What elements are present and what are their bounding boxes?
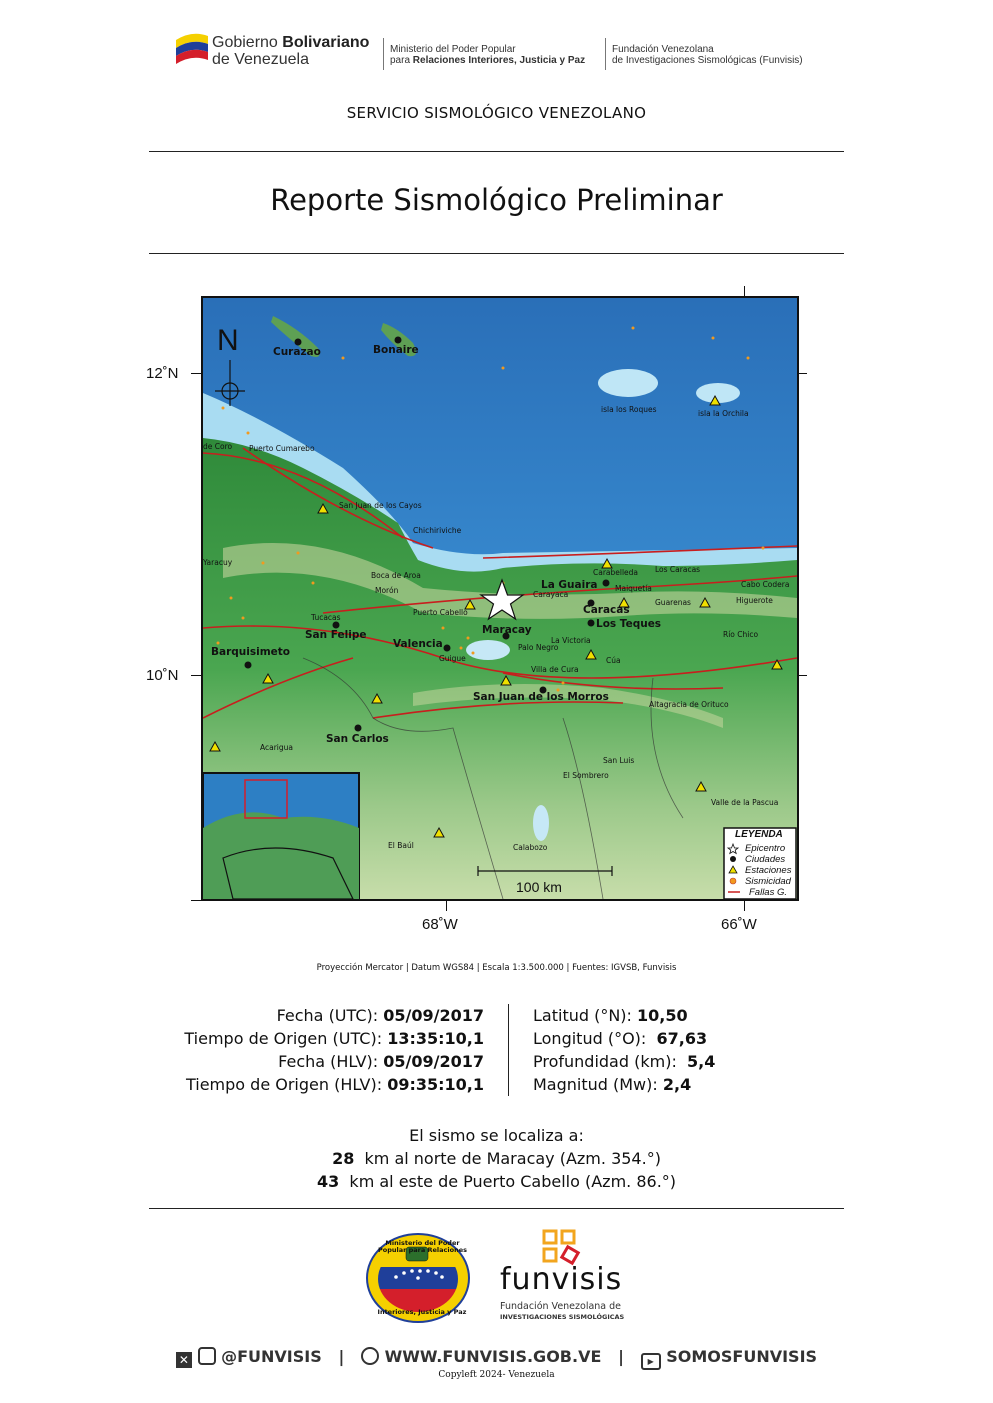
website-link[interactable]: WWW.FUNVISIS.GOB.VE <box>384 1347 602 1366</box>
legend-stations: Estaciones <box>745 865 792 876</box>
place-label: El Baúl <box>388 841 414 850</box>
tick-mark <box>191 900 201 901</box>
place-label: Calabozo <box>513 843 548 852</box>
social-handle[interactable]: @FUNVISIS <box>221 1347 322 1366</box>
place-label: Higuerote <box>736 596 773 605</box>
copyleft: Copyleft 2024- Venezuela <box>438 1370 555 1380</box>
place-label: Yaracuy <box>203 558 233 567</box>
latitude-row: Latitud (°N): 10,50 <box>533 1006 688 1025</box>
date-hlv-row: Fecha (HLV): 05/09/2017 <box>278 1052 484 1071</box>
city-label: Valencia <box>393 638 443 650</box>
place-label: El Sombrero <box>563 771 609 780</box>
web-icon <box>361 1347 379 1365</box>
place-label: Río Chico <box>723 630 759 639</box>
island-label: Curazao <box>273 346 321 358</box>
page-title: Reporte Sismológico Preliminar <box>270 183 723 217</box>
tick-mark <box>799 373 807 374</box>
place-label: Altagracia de Orituco <box>649 700 729 709</box>
header-divider <box>383 38 384 70</box>
tick-mark <box>446 901 447 911</box>
place-label: de Coro <box>203 442 233 451</box>
place-label: Los Caracas <box>655 565 701 574</box>
city-label: San Carlos <box>326 733 389 745</box>
place-label: Cabo Codera <box>741 580 790 589</box>
city-label: La Guaira <box>541 579 598 591</box>
place-label: Palo Negro <box>518 643 559 652</box>
divider <box>149 253 844 254</box>
gov-logo <box>174 28 210 66</box>
longitude-row: Longitud (°O): 67,63 <box>533 1029 708 1048</box>
island-label: Bonaire <box>373 344 419 356</box>
legend-title: LEYENDA <box>735 829 783 840</box>
funvisis-sub1: Fundación Venezolana de <box>500 1301 622 1312</box>
ministry-name: Ministerio del Poder Popular para Relaciones Interiores, Justicia y Paz <box>390 44 586 66</box>
place-label: Guarenas <box>655 598 691 607</box>
tick-mark <box>799 675 807 676</box>
seismic-map <box>201 296 799 901</box>
footer-links: ✕ @FUNVISIS | WWW.FUNVISIS.GOB.VE | ▶ SOMOSFUNVISIS <box>0 1347 993 1370</box>
location-intro: El sismo se localiza a: <box>409 1126 584 1145</box>
north-label: N <box>217 324 239 357</box>
tick-mark <box>744 901 745 911</box>
place-label: Tucacas <box>311 613 341 622</box>
tick-mark <box>191 675 201 676</box>
seal-ring-top: Ministerio del Poder Popular para Relaciones <box>378 1239 467 1254</box>
funvisis-wordmark: funvisis <box>500 1262 623 1297</box>
service-name: SERVICIO SISMOLÓGICO VENEZOLANO <box>346 104 647 122</box>
divider <box>149 151 844 152</box>
youtube-icon[interactable]: ▶ <box>641 1353 661 1370</box>
tick-mark <box>191 373 201 374</box>
city-label: San Juan de los Morros <box>473 691 609 703</box>
tick-mark <box>744 286 745 296</box>
place-label: Valle de la Pascua <box>711 798 779 807</box>
divider <box>149 1208 844 1209</box>
location-line: 43 km al este de Puerto Cabello (Azm. 86.°) <box>316 1172 677 1191</box>
date-utc-row: Fecha (UTC): 05/09/2017 <box>276 1006 484 1025</box>
legend-faults: Fallas G. <box>749 887 788 898</box>
place-label: Carayaca <box>533 590 569 599</box>
city-label: Caracas <box>583 604 630 616</box>
instagram-icon[interactable] <box>198 1347 216 1365</box>
place-label: San Juan de los Cayos <box>339 501 422 510</box>
city-label: Maracay <box>482 624 532 636</box>
legend-seismicity: Sismicidad <box>745 876 791 887</box>
funvisis-sub2: INVESTIGACIONES SISMOLÓGICAS <box>500 1313 625 1321</box>
map-svg <box>203 298 797 899</box>
lat-tick-12: 12˚N <box>146 365 179 382</box>
place-label: La Victoria <box>551 636 591 645</box>
island-label: isla la Orchila <box>698 409 749 418</box>
data-divider <box>508 1004 509 1096</box>
place-label: Villa de Cura <box>531 665 579 674</box>
place-label: Acarigua <box>260 743 293 752</box>
youtube-handle[interactable]: SOMOSFUNVISIS <box>666 1347 818 1366</box>
origin-hlv-row: Tiempo de Origen (HLV): 09:35:10,1 <box>185 1075 484 1094</box>
place-label: Puerto Cumarebo <box>249 444 315 453</box>
place-label: Maiquetía <box>615 584 652 593</box>
lon-tick-66: 66˚W <box>721 916 757 933</box>
place-label: Chichiriviche <box>413 526 462 535</box>
place-label: Morón <box>375 586 399 595</box>
funvisis-name: Fundación Venezolana de Investigaciones Sismológicas (Funvisis) <box>612 44 803 66</box>
map-caption: Proyección Mercator | Datum WGS84 | Escala 1:3.500.000 | Fuentes: IGVSB, Funvisis <box>316 963 677 973</box>
legend-cities: Ciudades <box>745 854 786 865</box>
header-divider <box>605 38 606 70</box>
location-line: 28 km al norte de Maracay (Azm. 354.°) <box>332 1149 661 1168</box>
city-label: Los Teques <box>596 618 662 630</box>
city-label: San Felipe <box>305 629 367 641</box>
lat-tick-10: 10˚N <box>146 667 179 684</box>
seal-ring-bottom: Interiores, Justicia y Paz <box>377 1308 467 1316</box>
legend-epicenter: Epicentro <box>745 843 786 854</box>
place-label: Boca de Aroa <box>371 571 421 580</box>
x-icon[interactable]: ✕ <box>176 1352 192 1368</box>
lon-tick-68: 68˚W <box>422 916 458 933</box>
depth-row: Profundidad (km): 5,4 <box>533 1052 716 1071</box>
place-label: Guigue <box>439 654 466 663</box>
place-label: San Luis <box>603 756 635 765</box>
place-label: Carabelleda <box>593 568 639 577</box>
city-label: Barquisimeto <box>211 646 291 658</box>
place-label: Cúa <box>606 656 621 665</box>
place-label: Puerto Cabello <box>413 608 468 617</box>
magnitude-row: Magnitud (Mw): 2,4 <box>533 1075 692 1094</box>
gov-name: Gobierno Bolivariano de Venezuela <box>212 34 370 68</box>
scale-label: 100 km <box>516 879 562 895</box>
island-label: isla los Roques <box>601 405 657 414</box>
origin-utc-row: Tiempo de Origen (UTC): 13:35:10,1 <box>184 1029 484 1048</box>
